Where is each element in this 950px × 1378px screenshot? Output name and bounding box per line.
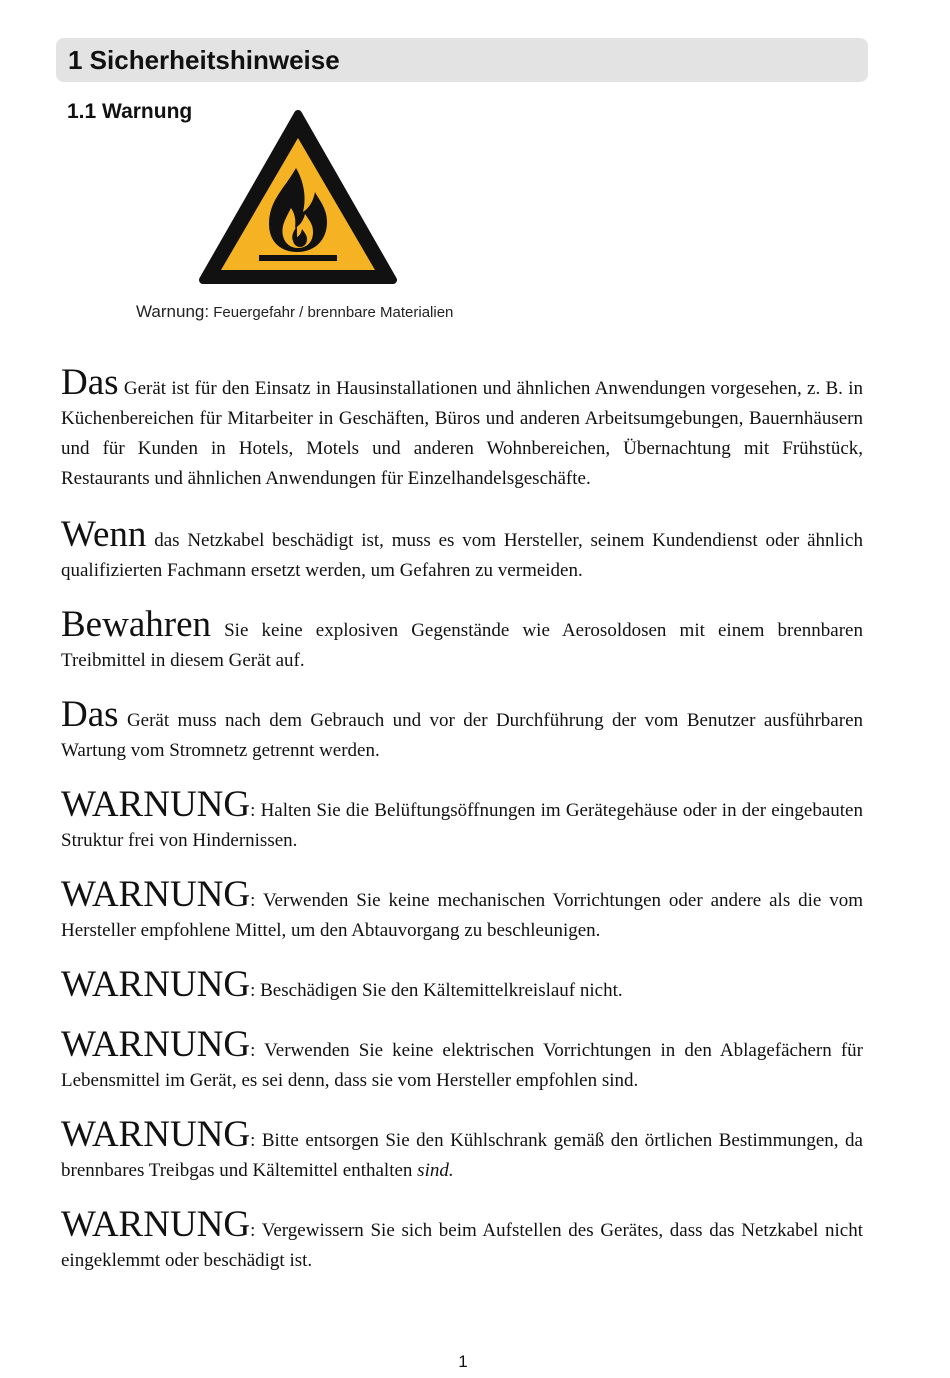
caption-lead: Warnung:	[136, 302, 210, 321]
paragraph-lead: Das	[61, 694, 119, 735]
paragraph-text: Gerät muss nach dem Gebrauch und vor der Durchführung der vom Benutzer ausführbaren Wartung vom Stromnetz getrennt werden.	[61, 710, 863, 761]
paragraph-text: das Netzkabel beschädigt ist, muss es vom Hersteller, seinem Kundendienst oder ähnlich qualifizierten Fachmann ersetzt werden, um Gefahren zu vermeiden.	[61, 530, 863, 581]
section-header	[56, 38, 868, 82]
flammable-warning-icon	[197, 108, 399, 288]
paragraph-text: Gerät ist für den Einsatz in Hausinstallationen und ähnlichen Anwendungen vorgesehen, z. B. in Küchenbereichen für Mitarbeiter in Geschäften, Büros und anderen Arbeitsumgebungen, Bauernhäusern und für Kunden in Hotels, Motels und anderen Wohnbereichen, Übernachtung mit Frühstück, Restaurants und ähnlichen Anwendungen für Einzelhandelsgeschäfte.	[61, 378, 863, 489]
section-title: 1 Sicherheitshinweise	[68, 44, 340, 75]
paragraph-lead: WARNUNG	[61, 874, 251, 915]
paragraph-text: : Verwenden Sie keine elektrischen Vorrichtungen in den Ablagefächern für Lebensmittel im Gerät, es sei denn, dass sie vom Hersteller empfohlen sind.	[61, 1040, 863, 1091]
paragraph-lead: Das	[61, 362, 119, 403]
paragraph-10	[61, 1204, 863, 1276]
subsection-title: 1.1 Warnung	[67, 100, 193, 123]
paragraph-text: Sie keine explosiven Gegenstände wie Aerosoldosen mit einem brennbaren Treibmittel in diesem Gerät auf.	[61, 620, 863, 671]
paragraph-5	[61, 784, 863, 856]
paragraph-text: : Verwenden Sie keine mechanischen Vorrichtungen oder andere als die vom Hersteller empfohlene Mittel, um den Abtauvorgang zu beschleunigen.	[61, 890, 863, 941]
paragraph-lead: WARNUNG	[61, 1204, 251, 1245]
paragraph-8	[61, 1024, 863, 1096]
paragraph-4	[61, 694, 863, 766]
figure-caption	[136, 302, 453, 322]
paragraph-italic: sind.	[417, 1160, 454, 1181]
paragraph-text: : Beschädigen Sie den Kältemittelkreislauf nicht.	[250, 980, 623, 1001]
paragraph-lead: WARNUNG	[61, 1114, 251, 1155]
caption-text: Feuergefahr / brennbare Materialien	[209, 304, 454, 321]
paragraph-lead: WARNUNG	[61, 784, 251, 825]
paragraph-1	[61, 362, 863, 494]
paragraph-lead: Bewahren	[61, 604, 211, 645]
page-number: 1	[458, 1352, 468, 1371]
paragraph-2	[61, 514, 863, 586]
paragraph-text: : Bitte entsorgen Sie den Kühlschrank gemäß den örtlichen Bestimmungen, da brennbares Treibgas und Kältemittel enthalten	[61, 1130, 863, 1181]
paragraph-7	[61, 964, 863, 1006]
paragraph-9	[61, 1114, 863, 1186]
paragraph-3	[61, 604, 863, 676]
paragraph-lead: WARNUNG	[61, 1024, 251, 1065]
paragraph-6	[61, 874, 863, 946]
paragraph-text: : Vergewissern Sie sich beim Aufstellen des Gerätes, dass das Netzkabel nicht eingeklemmt oder beschädigt ist.	[61, 1220, 863, 1271]
paragraph-text: : Halten Sie die Belüftungsöffnungen im Gerätegehäuse oder in der eingebauten Struktur frei von Hindernissen.	[61, 800, 863, 851]
paragraph-lead: WARNUNG	[61, 964, 251, 1005]
paragraph-lead: Wenn	[61, 514, 147, 555]
